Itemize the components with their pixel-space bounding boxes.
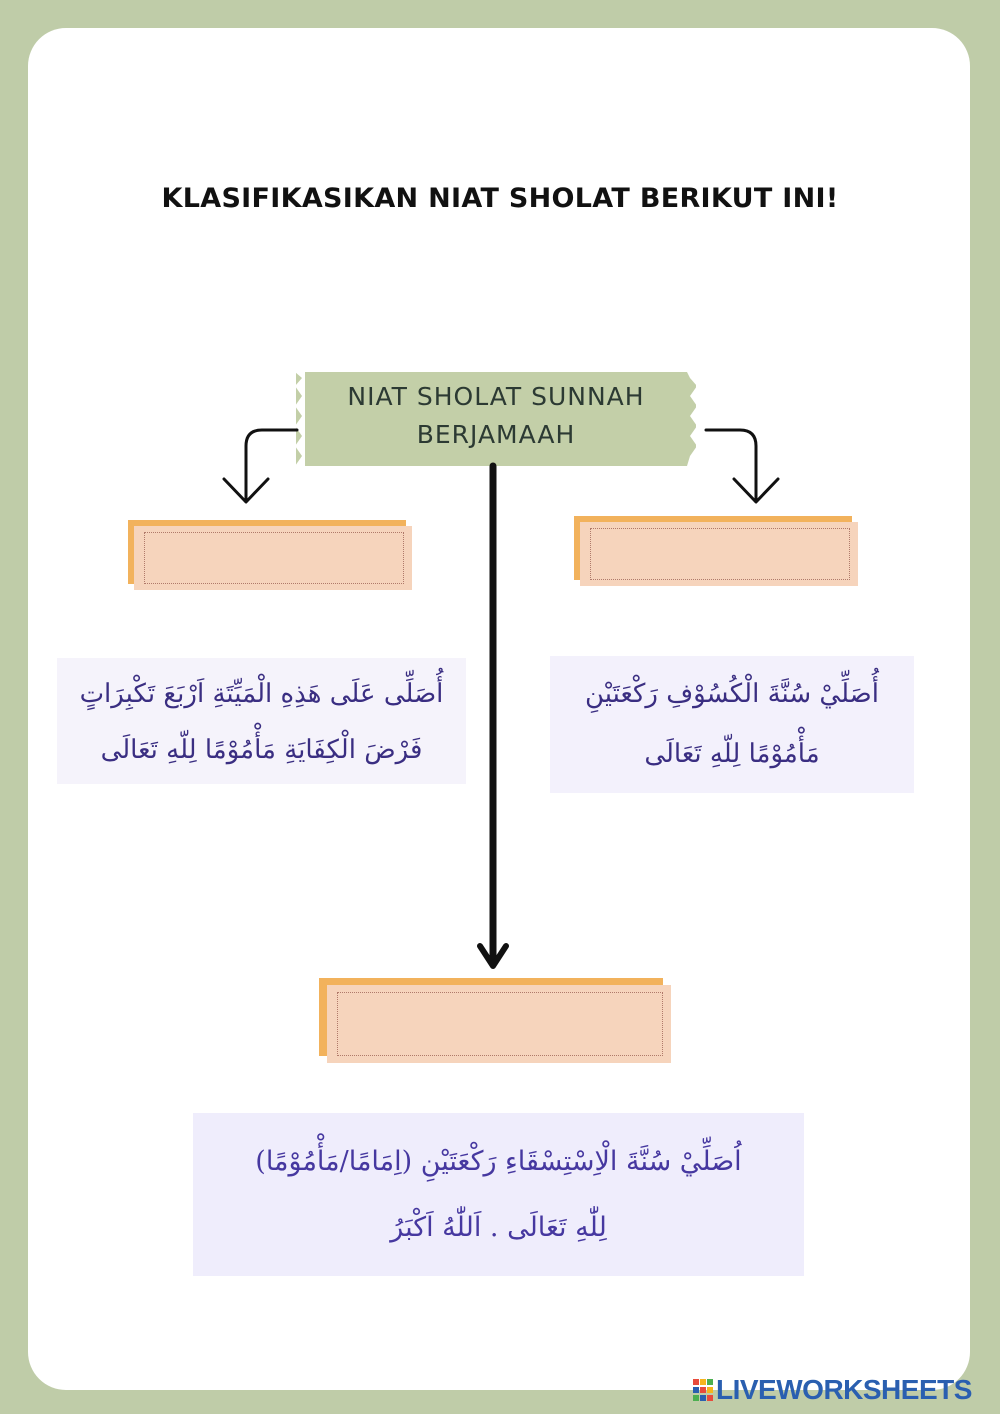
- answer-input-right[interactable]: [592, 530, 852, 580]
- answer-slot-right: [574, 516, 860, 588]
- niat-right-line1: أُصَلِّيْ سُنَّةَ الْكُسُوْفِ رَكْعَتَيْنِ: [585, 679, 879, 709]
- niat-bottom-line2: لِلّٰهِ تَعَالَى . اَللّٰهُ اَكْبَرُ: [390, 1212, 607, 1243]
- liveworksheets-logo[interactable]: [693, 1374, 993, 1406]
- liveworksheets-logo-icon: [693, 1379, 713, 1401]
- page-title: KLASIFIKASIKAN NIAT SHOLAT BERIKUT INI!: [161, 183, 839, 214]
- left-curved-arrow: [224, 430, 297, 502]
- down-arrow: [480, 466, 506, 966]
- niat-right-line2: مَأْمُوْمًا لِلّهِ تَعَالَى: [644, 739, 820, 769]
- answer-slot-left: [128, 520, 414, 592]
- center-label-line2: BERJAMAAH: [416, 420, 576, 449]
- niat-left-line2: فَرْضَ الْكِفَايَةِ مَأْمُوْمًا لِلّهِ تَعَالَى: [100, 735, 423, 765]
- niat-bottom-line1: اُصَلِّيْ سُنَّةَ الْاِسْتِسْقَاءِ رَكْعَتَيْنِ (اِمَامًا/مَأْمُوْمًا): [255, 1146, 742, 1177]
- niat-card-bottom: [193, 1113, 804, 1276]
- center-label-line1: NIAT SHOLAT SUNNAH: [347, 382, 645, 411]
- right-curved-arrow: [706, 430, 778, 502]
- niat-left-line1: أُصَلِّى عَلَى هَذِهِ الْمَيِّتَةِ اَرْبَعَ تَكْبِرَاتٍ: [79, 679, 444, 709]
- answer-slot-bottom: [319, 978, 671, 1064]
- niat-card-right: [550, 656, 914, 793]
- niat-card-left: [57, 658, 466, 784]
- answer-input-left[interactable]: [146, 534, 406, 584]
- logo-text: LIVEWORKSHEETS: [716, 1374, 972, 1405]
- answer-input-bottom[interactable]: [339, 994, 665, 1056]
